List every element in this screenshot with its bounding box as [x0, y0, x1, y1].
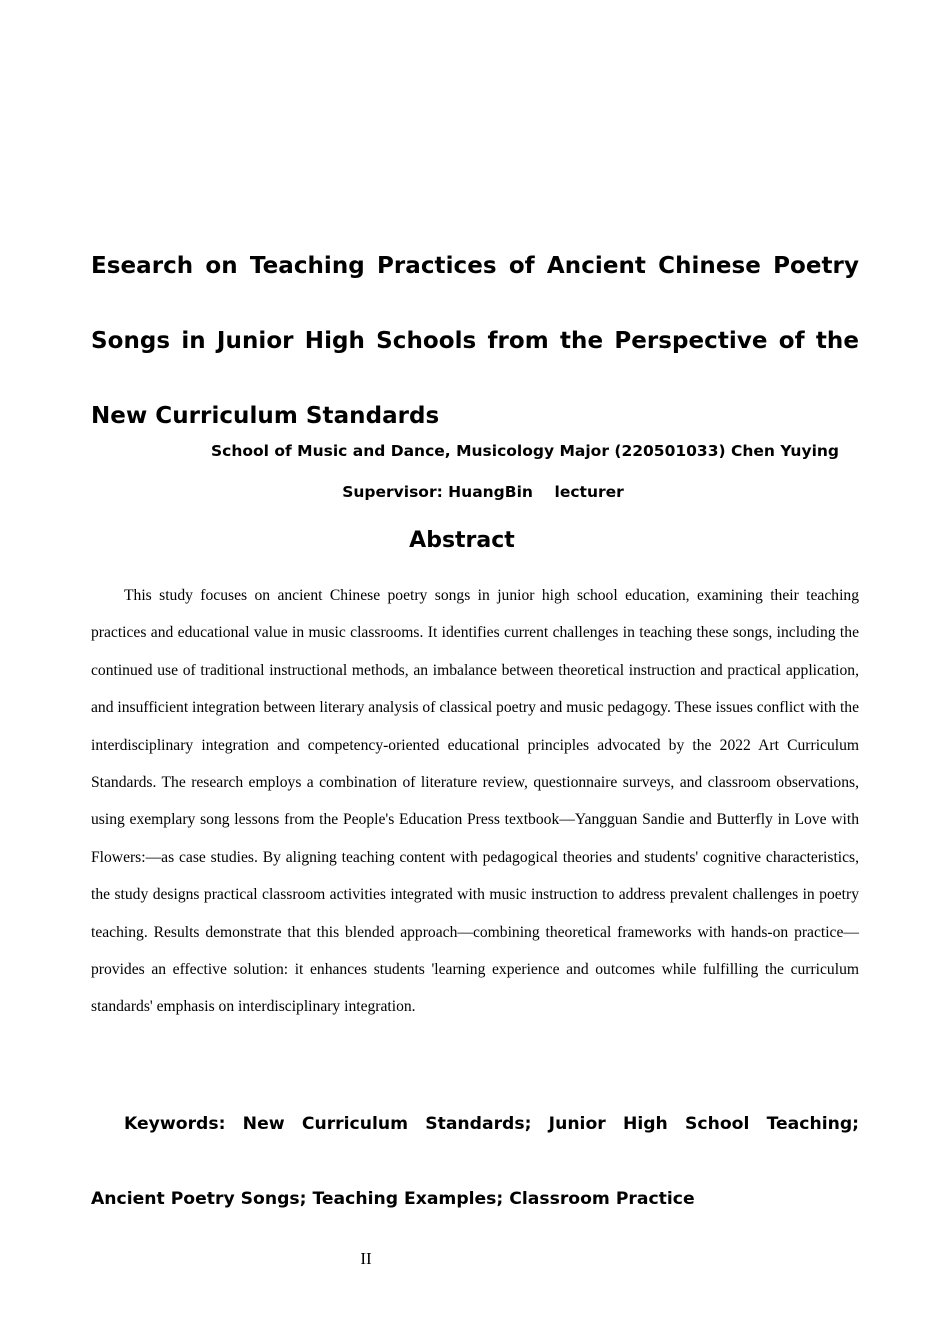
page-number: II	[360, 1249, 372, 1268]
paper-title: Esearch on Teaching Practices of Ancient Chinese Poetry Songs in Junior High Schools from the Perspective of the New Curriculum Standards	[91, 253, 859, 429]
author-line: School of Music and Dance, Musicology Major (220501033) Chen Yuying	[210, 442, 840, 460]
supervisor-line: Supervisor: HuangBin lecturer	[342, 483, 624, 501]
abstract-body: This study focuses on ancient Chinese poetry songs in junior high school education, examining their teaching practices and educational value in music classrooms. It identifies current challenges in teaching these songs, including the continued use of traditional instructional methods, an imbalance between theoretical instruction and practical application, and insufficient integration between literary analysis of classical poetry and music pedagogy. These issues conflict with the interdisciplinary integration and competency-oriented educational principles advocated by the 2022 Art Curriculum Standards. The research employs a combination of literature review, questionnaire surveys, and classroom observations, using exemplary song lessons from the People's Education Press textbook—Yangguan Sandie and Butterfly in Love with Flowers:—as case studies. By aligning teaching content with pedagogical theories and students' cognitive characteristics, the study designs practical classroom activities integrated with music instruction to address prevalent challenges in poetry teaching. Results demonstrate that this blended approach—combining theoretical frameworks with hands-on practice—provides an effective solution: it enhances students 'learning experience and outcomes while fulfilling the curriculum standards' emphasis on interdisciplinary integration.	[91, 587, 859, 1016]
keywords: Keywords: New Curriculum Standards; Junior High School Teaching; Ancient Poetry Songs; Teaching Examples; Classroom Practice	[91, 1114, 859, 1209]
abstract-heading: Abstract	[409, 528, 515, 553]
